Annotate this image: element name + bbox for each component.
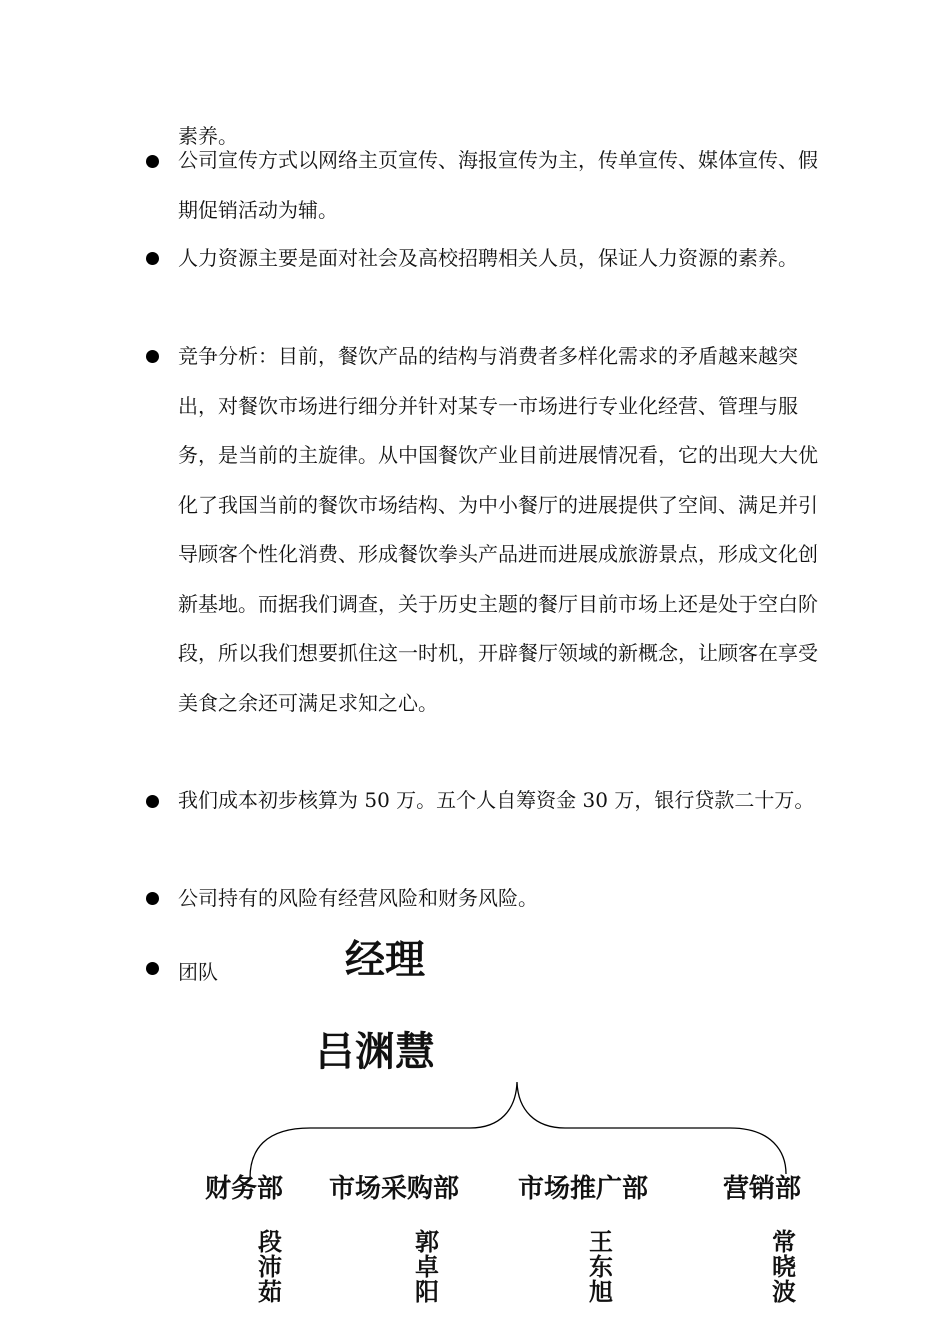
manager-title: 经理 xyxy=(345,937,425,983)
paragraph-competition: 竞争分析：目前，餐饮产品的结构与消费者多样化需求的矛盾越来越突出，对餐饮市场进行细分并针对某专一市场进行专业化经营、管理与服务，是当前的主旋律。从中国餐饮产业目前进展情况看，它的出现大大优化了我国当前的餐饮市场结构、为中小餐厅的进展提供了空间、满足并引导顾客个性化消费、形成餐饮拳头产品进而进展成旅游景点，形成文化创新基地。而据我们调查，关于历史主题的餐厅目前市场上还是处于空白阶段，所以我们想要抓住这一时机，开辟餐厅领域的新概念，让顾客在享受美食之余还可满足求知之心。 xyxy=(178,344,818,715)
paragraph-cost: 我们成本初步核算为 50 万。五个人自筹资金 30 万，银行贷款二十万。 xyxy=(178,788,815,812)
paragraph-continuation: 素养。 xyxy=(178,124,238,148)
department-finance: 财务部 xyxy=(205,1174,284,1204)
member-promotion: 王东旭 xyxy=(589,1228,613,1306)
manager-name: 吕渊慧 xyxy=(315,1029,435,1075)
department-promotion: 市场推广部 xyxy=(518,1174,649,1204)
member-purchasing: 郭卓阳 xyxy=(415,1228,439,1306)
team-label: 团队 xyxy=(178,960,218,984)
department-purchasing: 市场采购部 xyxy=(329,1174,460,1204)
member-finance: 段沛茹 xyxy=(258,1228,282,1306)
department-sales: 营销部 xyxy=(723,1174,802,1204)
paragraph-risk: 公司持有的风险有经营风险和财务风险。 xyxy=(178,886,538,910)
member-sales: 常晓波 xyxy=(772,1228,796,1306)
paragraph-publicity: 公司宣传方式以网络主页宣传、海报宣传为主，传单宣传、媒体宣传、假期促销活动为辅。 xyxy=(178,148,818,222)
paragraph-hr: 人力资源主要是面对社会及高校招聘相关人员，保证人力资源的素养。 xyxy=(178,246,798,270)
